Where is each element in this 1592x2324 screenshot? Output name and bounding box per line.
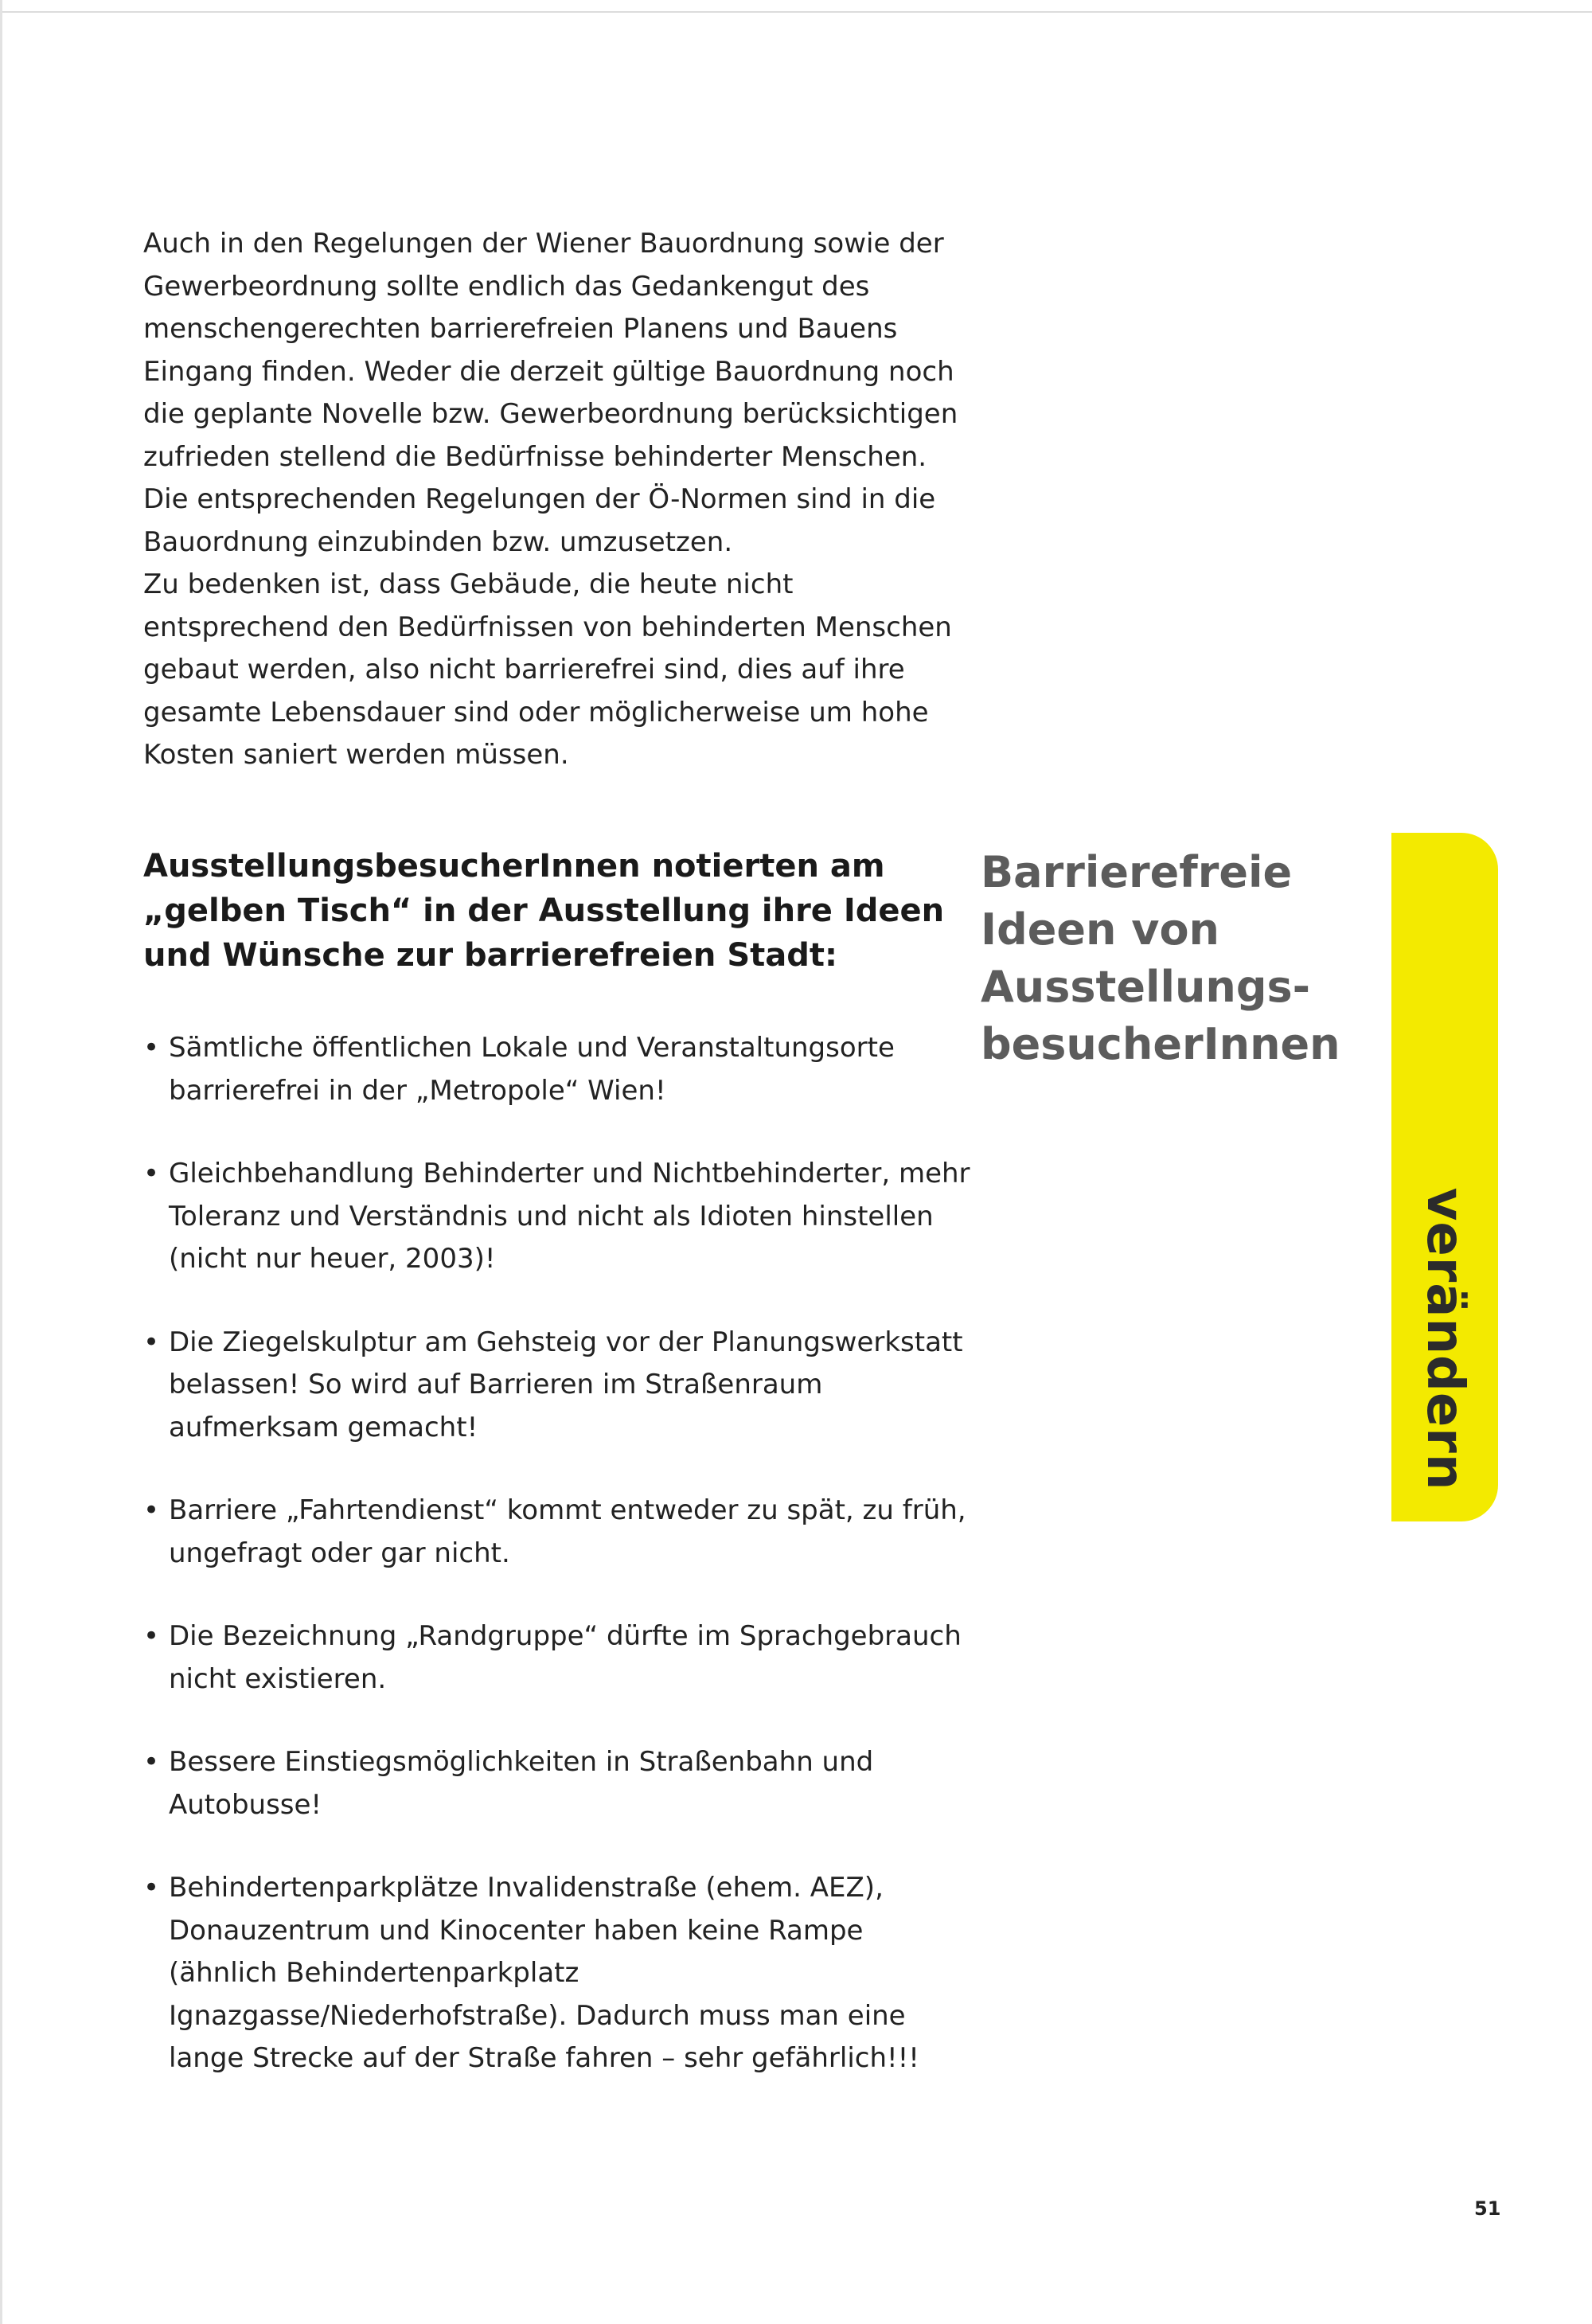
section-tab-label: verändern — [1415, 1187, 1474, 1491]
bullet-icon: • — [143, 1872, 160, 1904]
list-item — [143, 1153, 971, 1281]
page-edge — [0, 0, 2, 2324]
bullet-icon: • — [143, 1158, 160, 1189]
side-heading: Barrierefreie Ideen von Ausstellungs-besucherInnen — [981, 847, 1340, 1069]
list-item — [143, 1322, 971, 1450]
list-item-text: Die Ziegelskulptur am Gehsteig vor der Planungswerkstatt belassen! So wird auf Barrieren im Straßenraum aufmerksam gemacht! — [169, 1326, 963, 1443]
list-item — [143, 1867, 971, 2080]
list-item — [143, 1027, 971, 1112]
bullet-icon: • — [143, 1746, 160, 1778]
bullet-icon: • — [143, 1326, 160, 1358]
wishes-list — [143, 1027, 971, 2121]
bullet-icon: • — [143, 1620, 160, 1652]
list-item-text: Gleichbehandlung Behinderter und Nichtbehinderter, mehr Toleranz und Verständnis und nicht als Idioten hinstellen (nicht nur heuer, 2003)! — [169, 1158, 970, 1275]
list-item-text: Behindertenparkplätze Invalidenstraße (ehem. AEZ), Donauzentrum und Kinocenter haben keine Rampe (ähnlich Behindertenparkplatz Ignazgasse/Niederhofstraße). Dadurch muss man eine lange Strecke auf der Straße fahren – sehr gefährlich!!! — [169, 1872, 919, 2074]
page-number: 51 — [1474, 2197, 1501, 2220]
intro-text — [143, 223, 971, 777]
list-item — [143, 1741, 971, 1826]
list-item-text: Barriere „Fahrtendienst“ kommt entweder zu spät, zu früh, ungefragt oder gar nicht. — [169, 1494, 966, 1569]
list-item-text: Sämtliche öffentlichen Lokale und Veranstaltungsorte barrierefrei in der „Metropole“ Wien! — [169, 1032, 895, 1107]
bullet-icon: • — [143, 1032, 160, 1064]
bullet-icon: • — [143, 1494, 160, 1526]
list-item-text: Bessere Einstiegsmöglichkeiten in Straßenbahn und Autobusse! — [169, 1746, 874, 1821]
intro-paragraph: Auch in den Regelungen der Wiener Bauordnung sowie der Gewerbeordnung sollte endlich das Gedankengut des menschengerechten barrierefreien Planens und Bauens Eingang finden. Weder die derzeit gültige Bauordnung noch die geplante Novelle bzw. Gewerbeordnung berücksichtigen zufrieden stellend die Bedürfnisse behinderter Menschen. Die entsprechenden Regelungen der Ö-Normen sind in die Bauordnung einzubinden bzw. umzusetzen. — [143, 228, 958, 558]
list-item-text: Die Bezeichnung „Randgruppe“ dürfte im Sprachgebrauch nicht existieren. — [169, 1620, 962, 1695]
intro-paragraph: Zu bedenken ist, dass Gebäude, die heute nicht entsprechend den Bedürfnissen von behinderten Menschen gebaut werden, also nicht barrierefrei sind, dies auf ihre gesamte Lebensdauer sind oder möglicherweise um hohe Kosten saniert werden müssen. — [143, 568, 952, 771]
top-rule — [0, 11, 1592, 13]
list-item — [143, 1615, 971, 1701]
lead-heading: AusstellungsbesucherInnen notierten am „gelben Tisch“ in der Ausstellung ihre Ideen und Wünsche zur barrierefreien Stadt: — [143, 848, 945, 974]
list-item — [143, 1490, 971, 1575]
